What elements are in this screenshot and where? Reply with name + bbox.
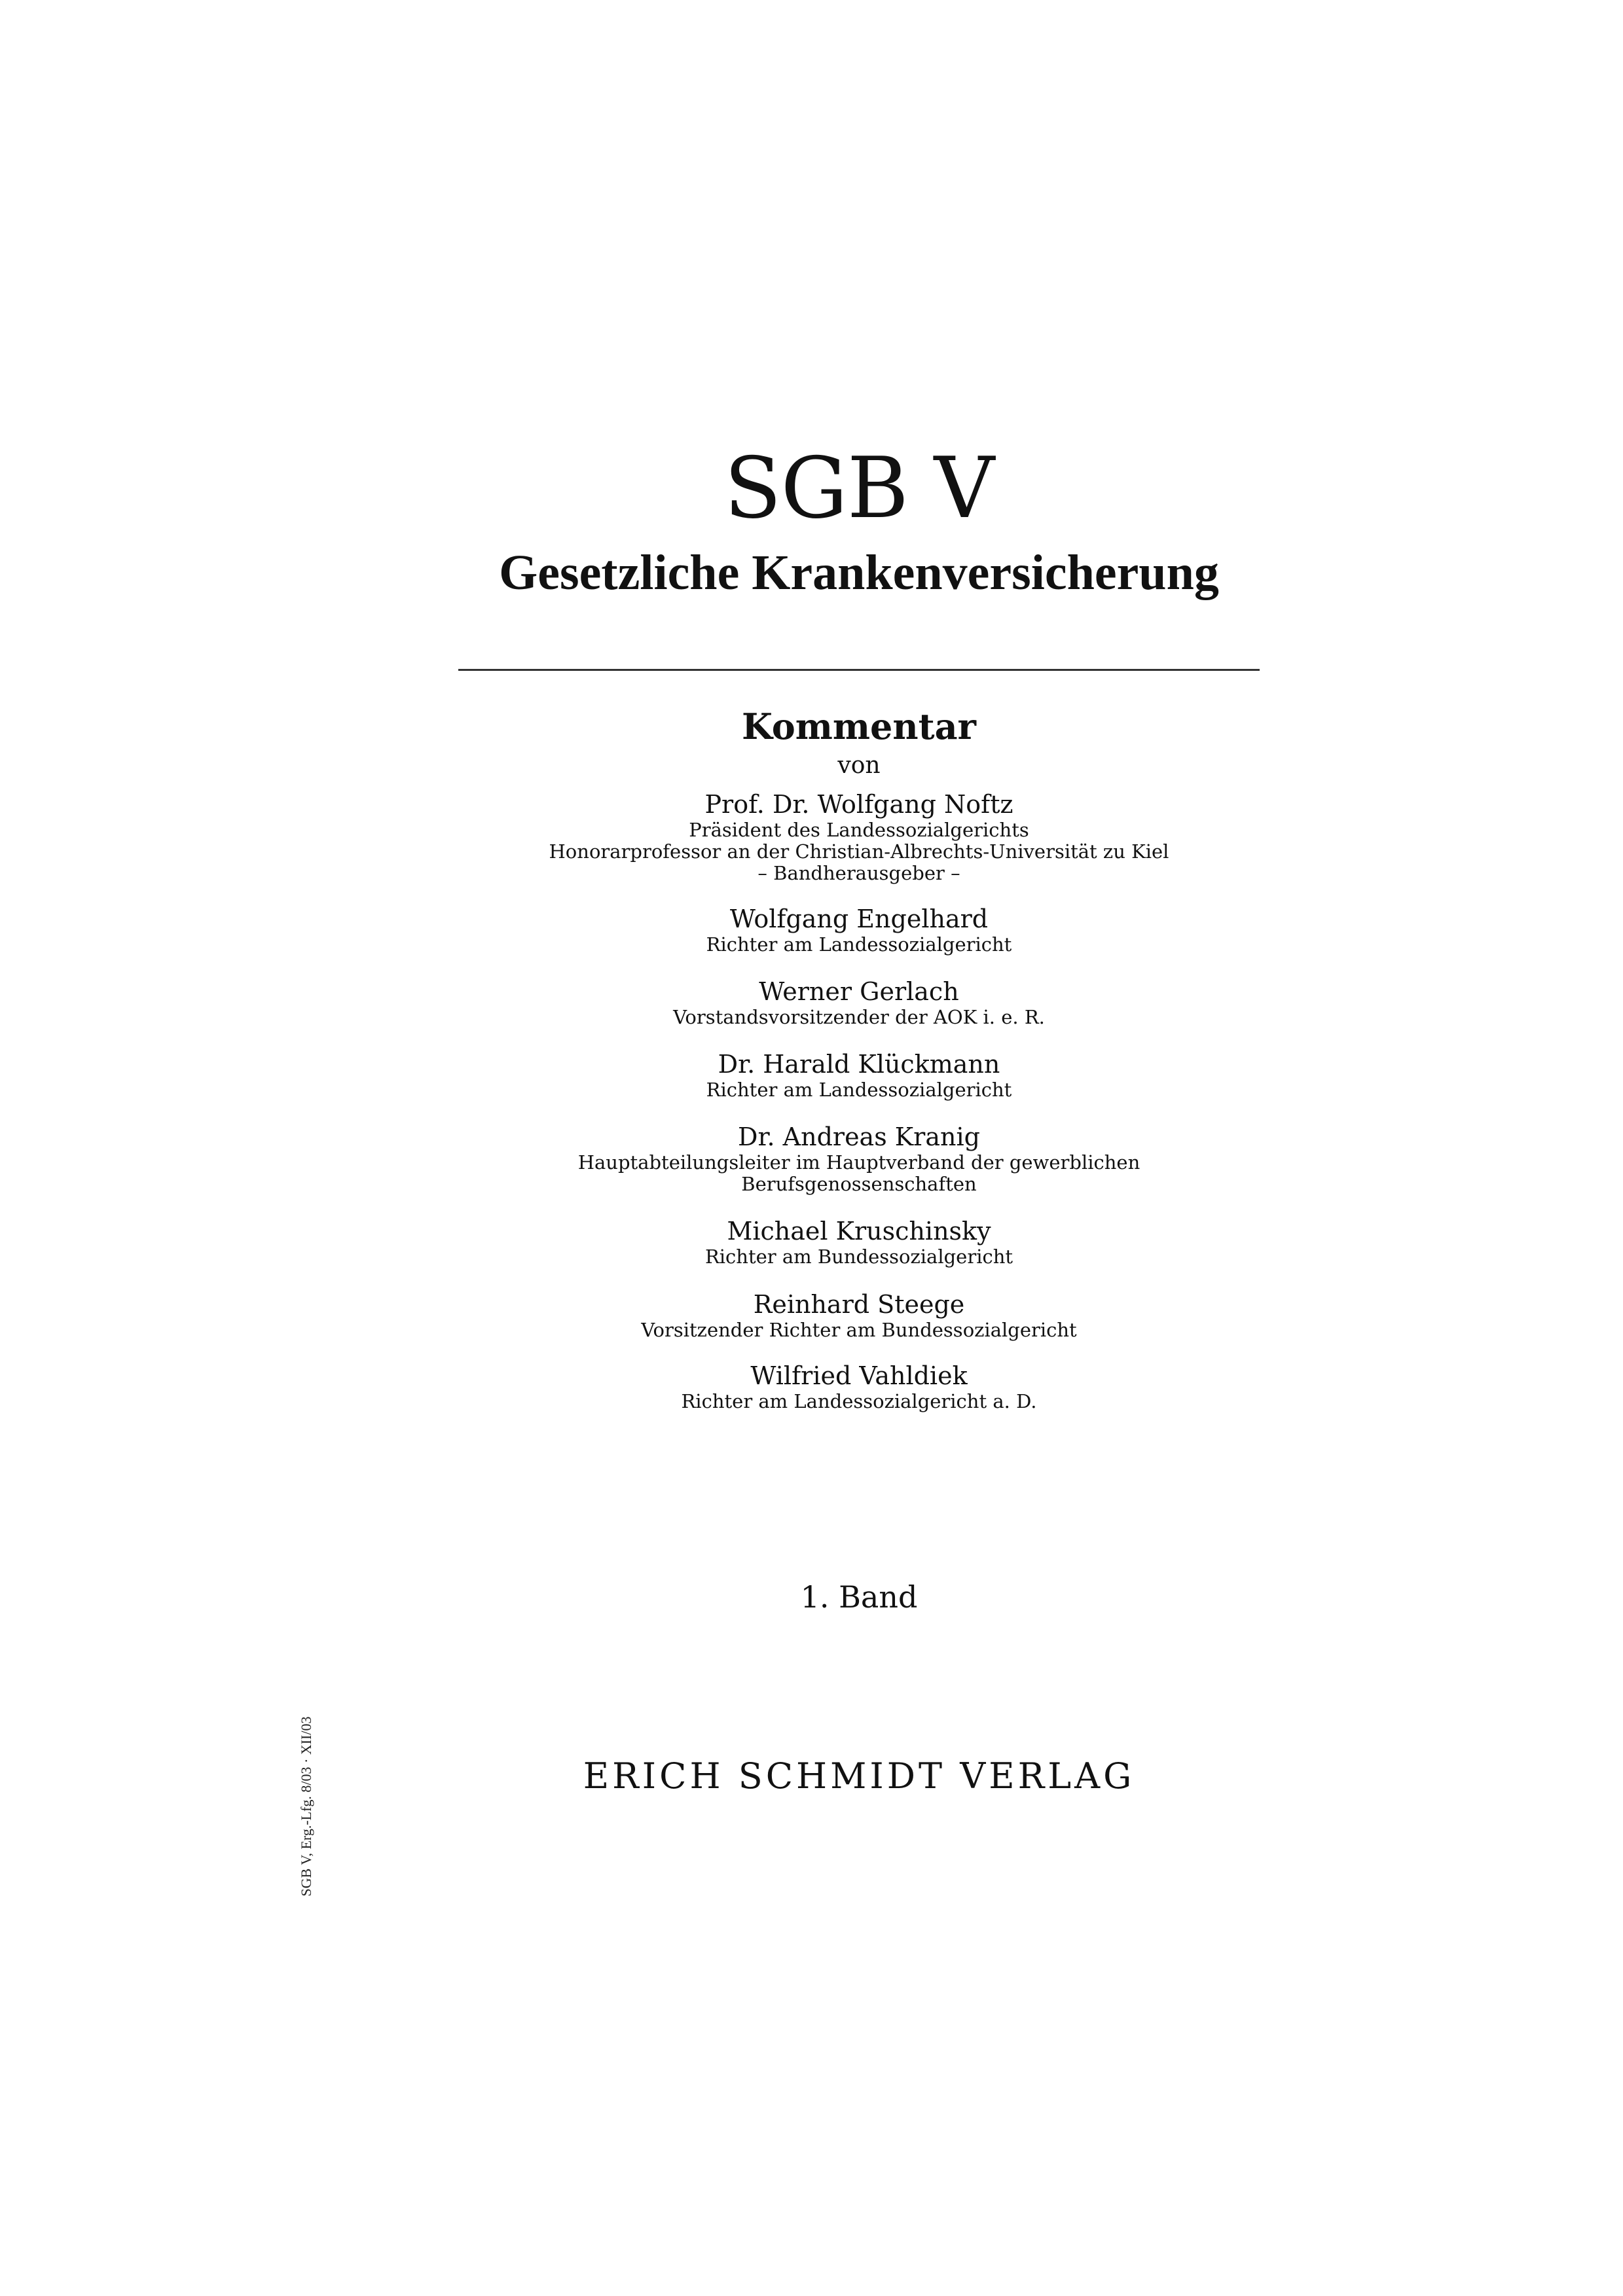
author-entry xyxy=(458,1122,1260,1195)
author-entry xyxy=(458,789,1260,884)
author-entry xyxy=(458,1216,1260,1268)
by-label: von xyxy=(837,752,881,779)
author-role: Richter am Landessozialgericht xyxy=(706,1079,1012,1101)
author-entry xyxy=(458,977,1260,1028)
author-name: Reinhard Steege xyxy=(753,1290,965,1319)
author-name: Werner Gerlach xyxy=(759,977,959,1006)
spine-note: SGB V, Erg.-Lfg. 8/03 · XII/03 xyxy=(298,1716,314,1897)
author-list xyxy=(458,789,1260,1412)
author-name: Dr. Andreas Kranig xyxy=(738,1122,980,1151)
author-role: Berufsgenossenschaften xyxy=(741,1173,977,1195)
author-role: Richter am Bundessozialgericht xyxy=(704,1246,1013,1268)
divider-rule xyxy=(458,669,1260,671)
author-entry xyxy=(458,1289,1260,1341)
author-role: Honorarprofessor an der Christian-Albrechts-Universität zu Kiel xyxy=(549,840,1169,863)
author-entry xyxy=(458,1361,1260,1412)
author-role: Richter am Landessozialgericht a. D. xyxy=(681,1390,1037,1412)
author-role: Vorsitzender Richter am Bundessozialgericht xyxy=(641,1319,1077,1341)
author-role: – Bandherausgeber – xyxy=(757,862,960,884)
author-entry xyxy=(458,904,1260,956)
author-name: Wilfried Vahldiek xyxy=(750,1361,968,1390)
author-name: Michael Kruschinsky xyxy=(727,1217,991,1246)
author-name: Prof. Dr. Wolfgang Noftz xyxy=(704,790,1013,819)
author-entry xyxy=(458,1049,1260,1101)
author-role: Vorstandsvorsitzender der AOK i. e. R. xyxy=(673,1006,1045,1028)
kommentar-heading: Kommentar xyxy=(741,706,977,747)
author-role: Hauptabteilungsleiter im Hauptverband der gewerblichen xyxy=(577,1151,1140,1174)
publisher-name: ERICH SCHMIDT VERLAG xyxy=(583,1755,1135,1797)
author-role: Richter am Landessozialgericht xyxy=(706,933,1012,956)
page-title: SGB V xyxy=(723,440,994,537)
volume-label: 1. Band xyxy=(800,1579,918,1615)
author-name: Dr. Harald Klückmann xyxy=(718,1050,1000,1079)
author-name: Wolfgang Engelhard xyxy=(729,905,989,933)
author-role: Präsident des Landessozialgerichts xyxy=(689,819,1029,841)
page-subtitle: Gesetzliche Krankenversicherung xyxy=(499,545,1219,600)
